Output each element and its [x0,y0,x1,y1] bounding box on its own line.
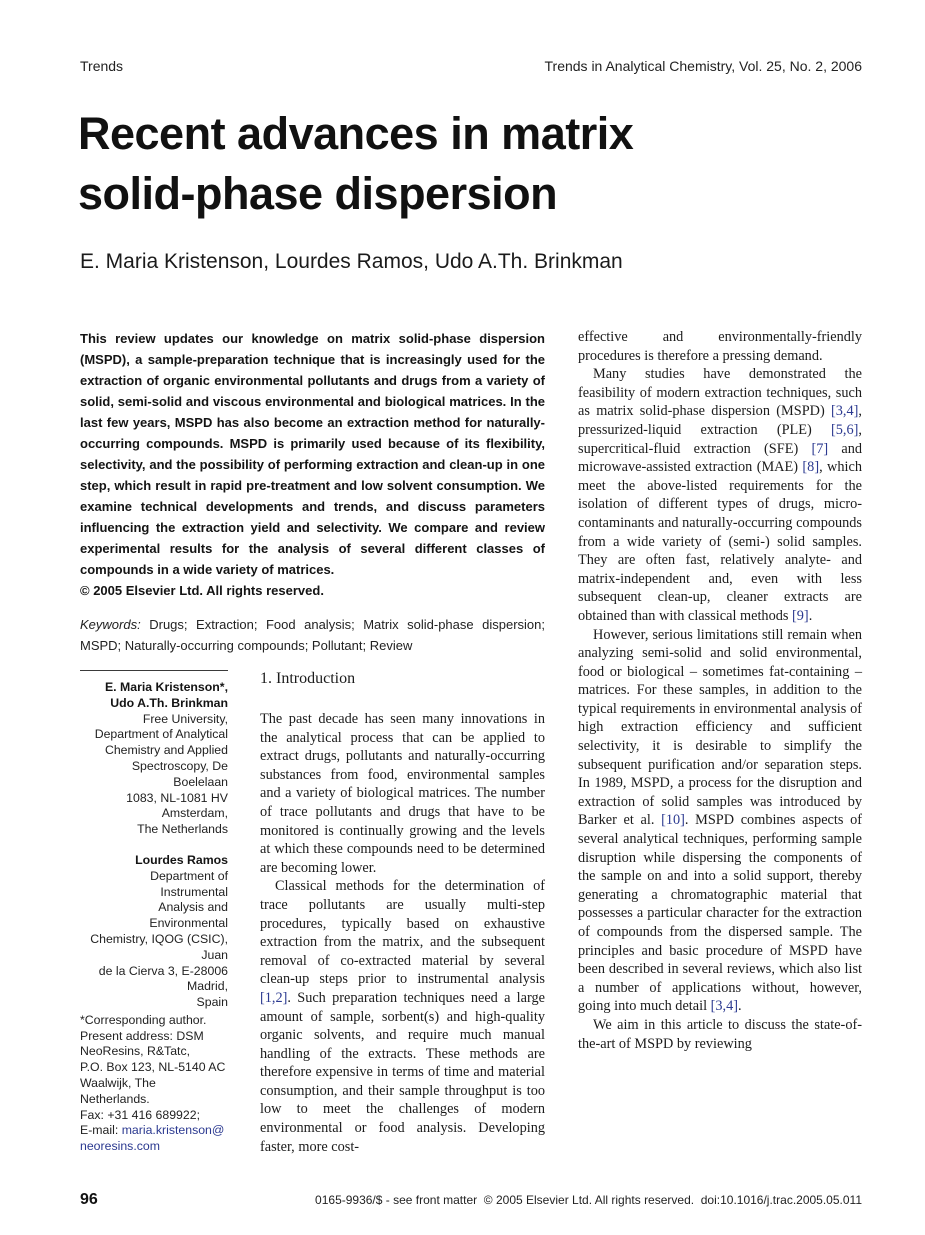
affiliation-block-1 [80,680,228,838]
address-line: Chemistry and Applied [104,743,228,758]
author-name-line: Udo A.Th. Brinkman [110,695,228,710]
journal-short-name: Trends [80,58,124,74]
page-footer [80,1191,862,1209]
footnote-line: P.O. Box 123, NL-5140 AC [80,1060,226,1075]
address-line: Department of Instrumental [150,868,228,899]
introduction-column [260,670,545,1155]
keywords-text: Drugs; Extraction; Food analysis; Matrix solid-phase dispersion; MSPD; Naturally-occurring compounds; Pollutant; Review [80,617,545,653]
address-line: de la Cierva 3, E-28006 Madrid, [98,963,228,994]
citation-link[interactable]: [7] [811,440,829,457]
left-column-area [80,328,545,1155]
footer-imprint: 0165-9936/$ - see front matter © 2005 Elsevier Ltd. All rights reserved. doi:10.1016/j.trac.2005.05.011 [315,1193,862,1207]
affiliation-address [80,869,228,1011]
journal-volume-reference: Trends in Analytical Chemistry, Vol. 25, No. 2, 2006 [544,58,862,74]
citation-link[interactable]: [8] [802,459,820,476]
address-line: 1083, NL-1081 HV Amsterdam, [126,790,228,821]
citation-link[interactable]: [1,2] [260,989,288,1006]
address-line: Spectroscopy, De Boelelaan [131,758,228,789]
abstract [80,328,545,601]
right-text-column [578,328,862,1155]
footnote-line: Present address: DSM [80,1028,204,1043]
address-line: Analysis and Environmental [149,900,228,931]
footnote-line: Waalwijk, The Netherlands. [80,1076,156,1106]
footnote-line: Fax: +31 416 689922; [80,1107,200,1122]
page-number: 96 [80,1191,98,1208]
address-line: Free University, [142,711,228,726]
affiliation-author-names [80,680,228,712]
copyright-notice: © 2005 Elsevier Ltd. All rights reserved. [80,583,324,598]
article-title [78,104,798,224]
article-title-line2: solid-phase dispersion [78,168,558,219]
citation-link[interactable]: [5,6] [831,421,859,438]
keywords-block [80,614,545,656]
body-paragraph: However, serious limitations still remain when analyzing semi-solid and solid environmental, food or biological – sometimes fat-containing – matrices. For these samples, in addition to the typical requirements in environmental analysis of high extraction efficiency and sufficient selectivity, it is desirable to simplify the subsequent purification and/or separation steps. In 1989, MSPD, a process for the disruption and extraction of solid samples was introduced by Barker et al. [10]. MSPD combines aspects of several analytical techniques, performing sample disruption while dispersing the components of the sample on and into a solid support, thereby generating a chromatographic material that possesses a particular character for the extraction of compounds from the dispersed sample. The principles and basic procedure of MSPD have been described in several reviews, which also list a number of applications without, however, going into much detail [3,4]. [578,626,862,1015]
address-line: Department of Analytical [94,727,228,742]
affiliation-address [80,712,228,838]
article-authors: E. Maria Kristenson, Lourdes Ramos, Udo A.Th. Brinkman [80,250,623,273]
email-link[interactable]: neoresins.com [80,1139,160,1154]
email-link[interactable]: maria.kristenson@ [121,1123,225,1138]
address-line: Spain [196,995,228,1010]
citation-link[interactable]: [10] [661,812,685,829]
corresponding-author-note [80,1013,228,1155]
citation-link[interactable]: [9] [792,607,809,624]
running-head [80,58,862,74]
footnote-line: E-mail: maria.kristenson@ [80,1123,225,1138]
body-paragraph: We aim in this article to discuss the state-of-the-art of MSPD by reviewing [578,1016,862,1052]
affiliation-author-names [80,853,228,869]
citation-link[interactable]: [3,4] [831,403,859,420]
author-affiliations-sidebar [80,670,228,1155]
sidebar-and-intro-row [80,670,545,1155]
citation-link[interactable]: [3,4] [710,998,739,1015]
body-paragraph: The past decade has seen many innovations in the analytical process that can be applied to extract drugs, pollutants and naturally-occurring substances from food, environmental samples and a variety of biological matrices. The number of trace pollutants and drugs that have to be monitored is continually growing and the levels at which these compounds need to be determined are becoming lower. [260,711,545,876]
body-paragraph: Classical methods for the determination of trace pollutants are usually multi-step procedures, typically based on exhaustive extraction from the matrix, and the subsequent removal of co-extracted material by several clean-up steps prior to instrumental analysis [1,2]. Such preparation techniques need a large amount of sample, sorbent(s) and high-quality organic solvents, and require much manual handling of the extracts. These methods are therefore expensive in terms of time and material consumption, and their sample throughput is too low to meet the challenges of modern environmental or food analysis. Developing faster, more cost- [260,878,545,1155]
body-paragraph: effective and environmentally-friendly procedures is therefore a pressing demand. [578,329,862,364]
footnote-line: *Corresponding author. [80,1012,207,1027]
address-line: The Netherlands [137,822,228,837]
keywords-label: Keywords: [80,617,141,632]
address-line: Chemistry, IQOG (CSIC), Juan [90,931,228,962]
article-title-line1: Recent advances in matrix [78,108,634,159]
author-name-line: E. Maria Kristenson*, [104,680,228,694]
affiliation-block-2 [80,853,228,1011]
abstract-text: This review updates our knowledge on matrix solid-phase dispersion (MSPD), a sample-preparation technique that is increasingly used for the extraction of organic environmental pollutants and drugs from a variety of solid, semi-solid and viscous environmental and biological matrices. In the last few years, MSPD has also become an extraction method for naturally-occurring compounds. MSPD is primarily used because of its flexibility, selectivity, and the possibility of performing extraction and clean-up in one step, which result in rapid pre-treatment and low solvent consumption. We examine technical developments and trends, and discuss parameters influencing the extraction yield and selectivity. We compare and review experimental results for the analysis of several different classes of compounds in a wide variety of matrices. [80,331,545,577]
content-columns [80,328,862,1155]
footnote-line: NeoResins, R&Tatc, [80,1044,191,1059]
section-heading-introduction: 1. Introduction [260,670,356,687]
footnote-line [80,1139,228,1155]
body-paragraph: Many studies have demonstrated the feasibility of modern extraction techniques, such as matrix solid-phase dispersion (MSPD) [3,4], pressurized-liquid extraction (PLE) [5,6], supercritical-fluid extraction (SFE) [7] and microwave-assisted extraction (MAE) [8], which meet the above-listed requirements for the isolation of different types of drugs, micro-contaminants and naturally-occurring compounds from a wide variety of (semi-) solid samples. They are often fast, relatively analyte- and matrix-independent and, even with less subsequent clean-up, cleaner extracts are obtained than with classical methods [9]. [578,366,862,624]
author-name-line: Lourdes Ramos [135,852,228,867]
